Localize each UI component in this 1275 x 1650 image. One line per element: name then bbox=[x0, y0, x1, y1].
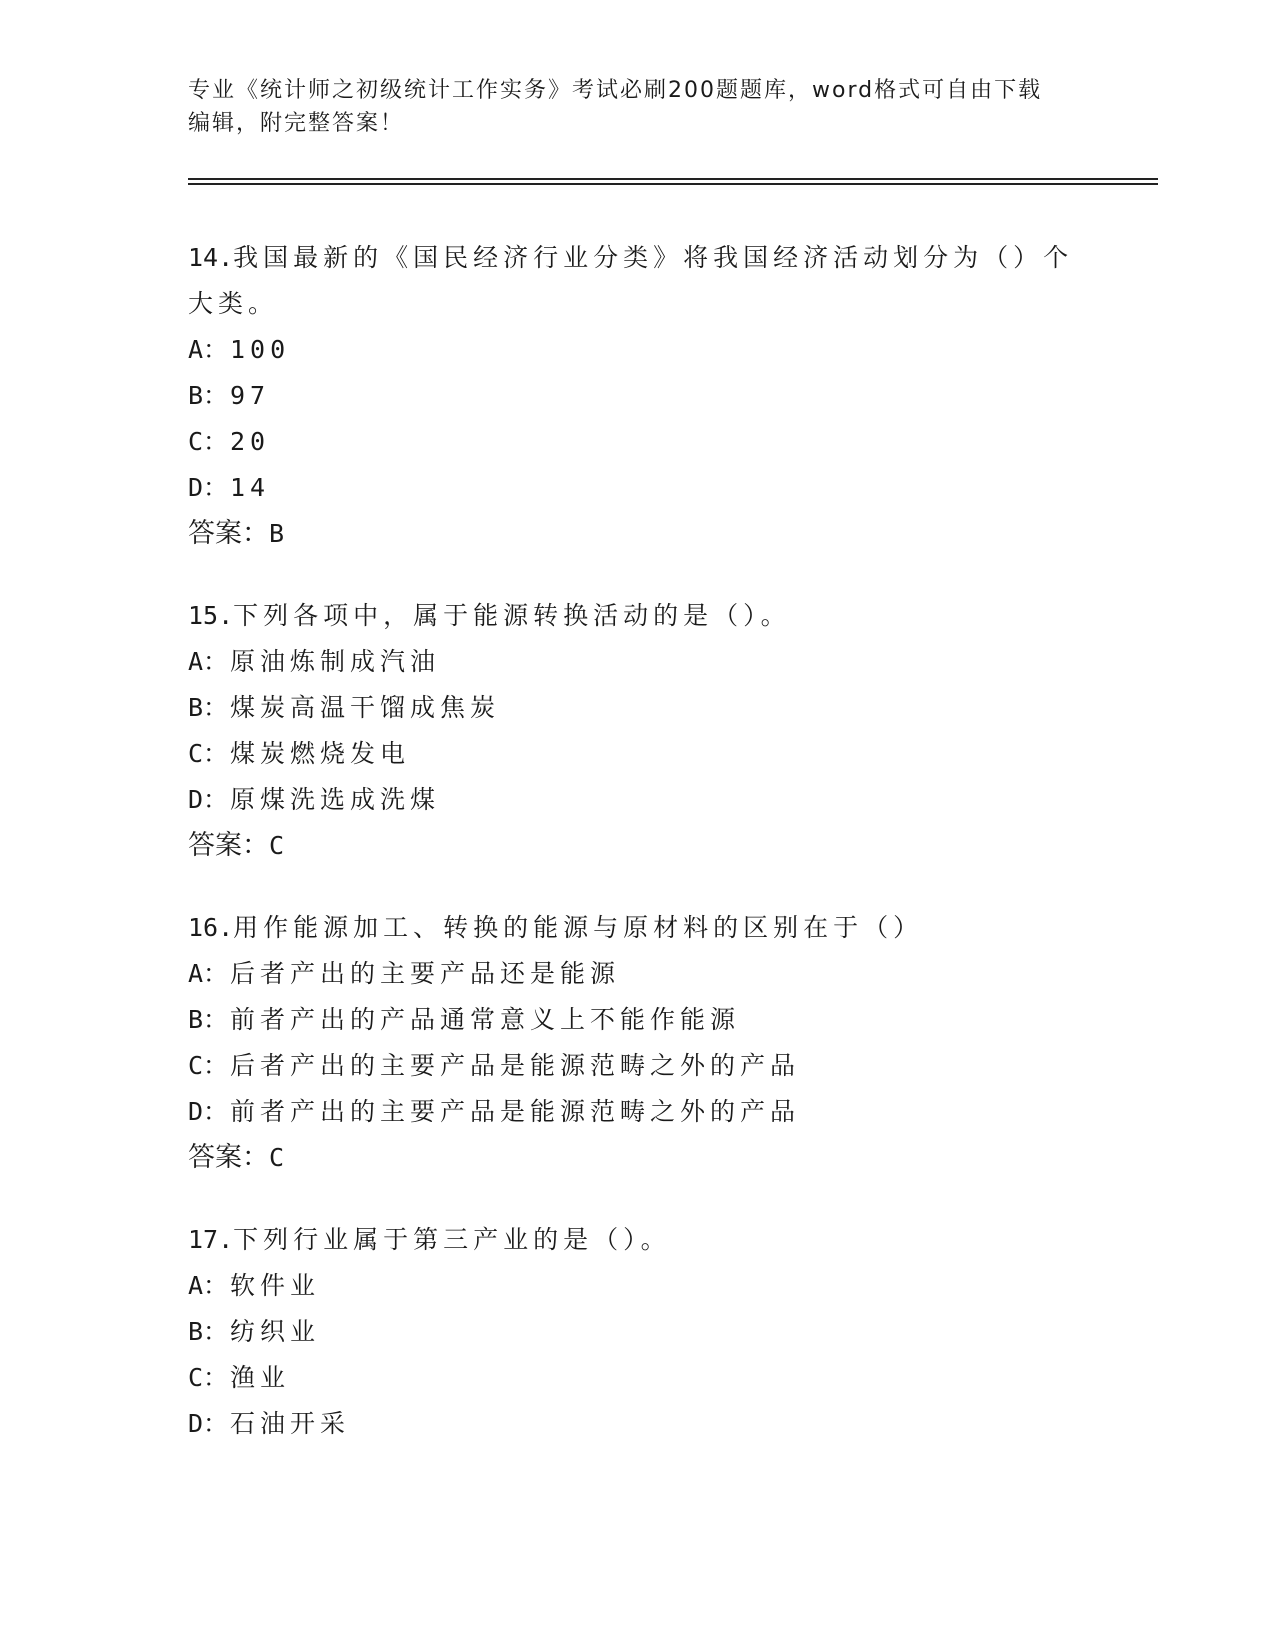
option-a bbox=[188, 639, 1148, 685]
question-number: 15. bbox=[188, 601, 234, 630]
option-d bbox=[188, 1401, 1148, 1447]
question-stem bbox=[188, 905, 1088, 951]
option-text: 纺织业 bbox=[230, 1317, 321, 1346]
question-17 bbox=[188, 1217, 1148, 1447]
question-stem bbox=[188, 1217, 1088, 1263]
header-line-1: 专业《统计师之初级统计工作实务》考试必刷200题题库，word格式可自由下载 bbox=[188, 78, 1043, 103]
question-text: 我国最新的《国民经济行业分类》将我国经济活动划分为（）个大类。 bbox=[188, 243, 1074, 318]
answer-line bbox=[188, 1135, 1148, 1181]
option-key: A： bbox=[188, 959, 229, 988]
option-text: 后者产出的主要产品还是能源 bbox=[230, 959, 621, 988]
option-text: 20 bbox=[230, 427, 271, 456]
option-d bbox=[188, 465, 1148, 511]
option-key: B： bbox=[188, 693, 229, 722]
header-line-2: 编辑，附完整答案！ bbox=[188, 111, 405, 136]
option-text: 前者产出的产品通常意义上不能作能源 bbox=[230, 1005, 741, 1034]
question-16 bbox=[188, 905, 1148, 1181]
question-text: 下列各项中，属于能源转换活动的是（）。 bbox=[233, 601, 791, 630]
option-b bbox=[188, 997, 1148, 1043]
header-divider-bottom bbox=[188, 183, 1158, 185]
option-b bbox=[188, 685, 1148, 731]
option-c bbox=[188, 731, 1148, 777]
answer-value: C bbox=[269, 1143, 285, 1172]
option-key: D： bbox=[188, 1409, 229, 1438]
answer-value: C bbox=[269, 831, 285, 860]
option-d bbox=[188, 1089, 1148, 1135]
option-key: A： bbox=[188, 647, 229, 676]
answer-line bbox=[188, 511, 1148, 557]
option-key: A： bbox=[188, 1271, 229, 1300]
option-key: B： bbox=[188, 381, 229, 410]
option-key: C： bbox=[188, 427, 229, 456]
option-text: 石油开采 bbox=[230, 1409, 351, 1438]
option-b bbox=[188, 1309, 1148, 1355]
answer-value: B bbox=[269, 519, 285, 548]
option-key: D： bbox=[188, 785, 229, 814]
answer-label: 答案： bbox=[188, 518, 269, 549]
option-d bbox=[188, 777, 1148, 823]
option-text: 前者产出的主要产品是能源范畴之外的产品 bbox=[230, 1097, 801, 1126]
header-divider-top bbox=[188, 178, 1158, 180]
question-number: 17. bbox=[188, 1225, 234, 1254]
answer-label: 答案： bbox=[188, 1142, 269, 1173]
option-text: 原煤洗选成洗煤 bbox=[230, 785, 441, 814]
answer-label: 答案： bbox=[188, 830, 269, 861]
question-number: 16. bbox=[188, 913, 234, 942]
question-number: 14. bbox=[188, 243, 234, 272]
option-key: B： bbox=[188, 1005, 229, 1034]
option-key: C： bbox=[188, 739, 229, 768]
option-c bbox=[188, 419, 1148, 465]
option-key: C： bbox=[188, 1051, 229, 1080]
question-14 bbox=[188, 235, 1148, 557]
option-key: D： bbox=[188, 1097, 229, 1126]
option-text: 100 bbox=[230, 335, 291, 364]
option-text: 煤炭高温干馏成焦炭 bbox=[230, 693, 501, 722]
question-text: 用作能源加工、转换的能源与原材料的区别在于（） bbox=[233, 913, 924, 942]
option-text: 原油炼制成汽油 bbox=[230, 647, 441, 676]
option-key: A： bbox=[188, 335, 229, 364]
question-list bbox=[188, 235, 1148, 1483]
option-key: C： bbox=[188, 1363, 229, 1392]
option-text: 软件业 bbox=[230, 1271, 321, 1300]
answer-line bbox=[188, 823, 1148, 869]
option-c bbox=[188, 1043, 1148, 1089]
option-text: 煤炭燃烧发电 bbox=[230, 739, 411, 768]
option-a bbox=[188, 951, 1148, 997]
question-15 bbox=[188, 593, 1148, 869]
document-header bbox=[188, 74, 1088, 140]
question-stem bbox=[188, 593, 1088, 639]
option-text: 14 bbox=[230, 473, 271, 502]
option-key: D： bbox=[188, 473, 229, 502]
question-text: 下列行业属于第三产业的是（）。 bbox=[233, 1225, 671, 1254]
option-a bbox=[188, 1263, 1148, 1309]
question-stem bbox=[188, 235, 1088, 327]
option-text: 97 bbox=[230, 381, 271, 410]
option-key: B： bbox=[188, 1317, 229, 1346]
option-text: 后者产出的主要产品是能源范畴之外的产品 bbox=[230, 1051, 801, 1080]
option-b bbox=[188, 373, 1148, 419]
option-a bbox=[188, 327, 1148, 373]
option-c bbox=[188, 1355, 1148, 1401]
option-text: 渔业 bbox=[230, 1363, 291, 1392]
